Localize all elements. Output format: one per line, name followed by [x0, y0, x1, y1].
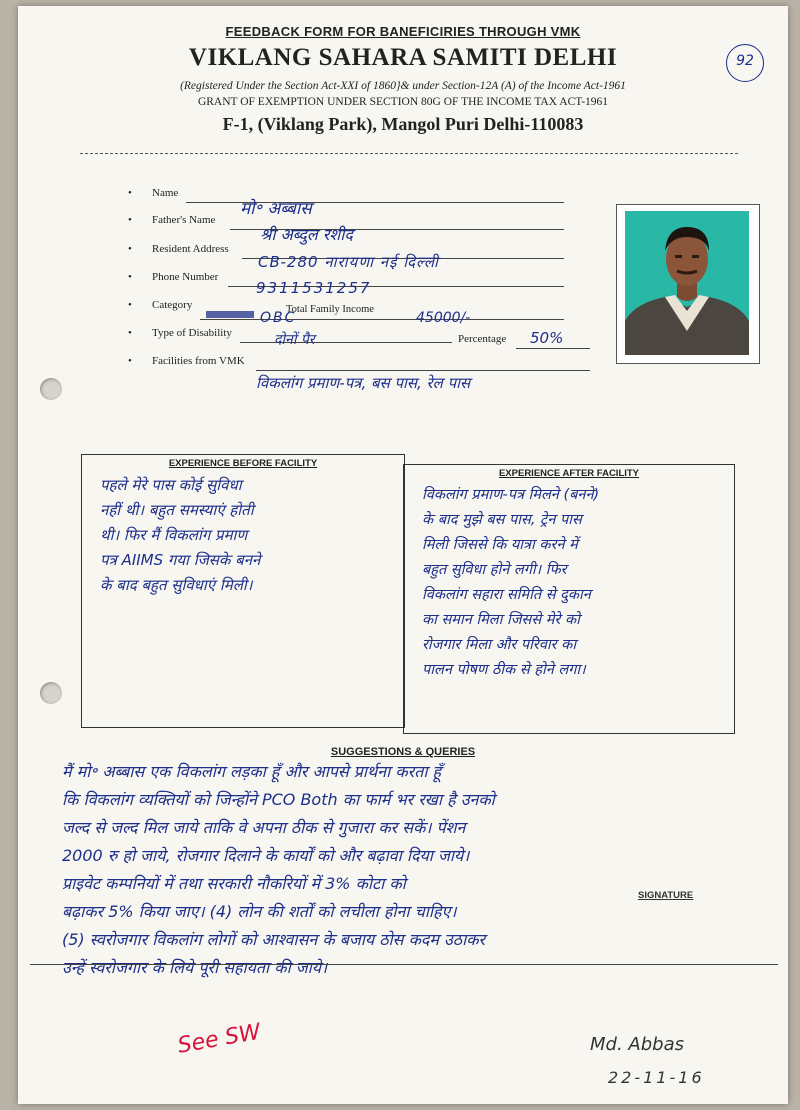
bullet: • [128, 214, 132, 226]
signature-label: SIGNATURE [638, 890, 694, 901]
form-title: FEEDBACK FORM FOR BANEFICIRIES THROUGH VMK [225, 24, 581, 39]
experience-before-title: EXPERIENCE BEFORE FACILITY [168, 458, 318, 469]
percentage-label: Percentage [458, 333, 507, 345]
address-line: F-1, (Viklang Park), Mangol Puri Delhi-110083 [222, 114, 584, 134]
phone-label: Phone Number [152, 271, 219, 283]
date: 22-11-16 [608, 1068, 705, 1087]
disability-value: दोनों पैर [274, 332, 315, 348]
text-line: रोजगार मिला और परिवार का [422, 637, 577, 653]
experience-before-text [100, 473, 260, 598]
text-line: विकलांग सहारा समिति से दुकान [422, 587, 591, 603]
bullet: • [128, 355, 132, 367]
text-line: के बाद मुझे बस पास, ट्रेन पास [422, 512, 582, 528]
text-line: 2000 रु हो जाये, रोजगार दिलाने के कार्यों को और बढ़ावा दिया जाये। [62, 846, 470, 865]
text-line: बहुत सुविधा होने लगी। फिर [422, 562, 567, 578]
header-divider [80, 153, 738, 154]
text-line: का समान मिला जिससे मेरे को [422, 612, 580, 628]
percentage-underline [516, 348, 590, 349]
punch-hole [40, 682, 62, 704]
text-line: मिली जिससे कि यात्रा करने में [422, 537, 578, 553]
photo-frame [616, 204, 760, 364]
bullet: • [128, 187, 132, 199]
income-label: Total Family Income [286, 304, 374, 315]
text-line: पत्र AIIMS गया जिसके बनने [100, 551, 261, 569]
category-underline [200, 319, 564, 320]
category-value: OBC [260, 310, 297, 326]
text-line: के बाद बहुत सुविधाएं मिली। [100, 576, 253, 594]
bullet: • [128, 299, 132, 311]
text-line: पालन पोषण ठीक से होने लगा। [422, 662, 586, 678]
experience-after-box [403, 464, 735, 734]
text-line: प्राइवेट कम्पनियों में तथा सरकारी नौकरियों में 3% कोटा को [62, 874, 406, 893]
facilities-underline [256, 370, 590, 371]
form-sheet [18, 6, 788, 1104]
text-line: (5) स्वरोजगार विकलांग लोगों को आश्वासन के बजाय ठोस कदम उठाकर [62, 930, 486, 949]
signature: Md. Abbas [590, 1034, 684, 1055]
text-line: बढ़ाकर 5% किया जाए। (4) लोन की शर्तों को लचीला होना चाहिए। [62, 902, 457, 921]
address-label: Resident Address [152, 243, 229, 255]
punch-hole [40, 378, 62, 400]
text-line: नहीं थी। बहुत समस्याएं होती [100, 501, 254, 519]
see-note: See SW [175, 1019, 263, 1059]
text-line: कि विकलांग व्यक्तियों को जिन्होंने PCO Both का फार्म भर रखा है उनको [62, 790, 495, 809]
text-line: पहले मेरे पास कोई सुविधा [100, 476, 242, 494]
disability-underline [240, 342, 452, 343]
experience-after-title: EXPERIENCE AFTER FACILITY [498, 468, 640, 479]
disability-label: Type of Disability [152, 327, 232, 339]
father-label: Father's Name [152, 214, 216, 226]
suggestions-divider [30, 964, 778, 965]
phone-value: 9311531257 [256, 279, 372, 297]
beneficiary-photo [625, 211, 749, 355]
income-value: 45000/- [416, 310, 471, 326]
text-line: विकलांग प्रमाण-पत्र मिलने (बनने) [422, 487, 600, 503]
name-value: मो॰ अब्बास [240, 199, 312, 219]
suggestions-text [62, 758, 782, 982]
registration-line: (Registered Under the Section Act-XXI of 1860}& under Section-12A (A) of the Income Act-1961 [180, 80, 626, 92]
facilities-value: विकलांग प्रमाण-पत्र, बस पास, रेल पास [256, 374, 471, 392]
bullet: • [128, 327, 132, 339]
page-number-circle [726, 44, 764, 82]
text-line: थी। फिर मैं विकलांग प्रमाण [100, 526, 248, 544]
suggestions-title: SUGGESTIONS & QUERIES [330, 746, 476, 758]
page-number: 92 [736, 53, 754, 69]
bullet: • [128, 271, 132, 283]
text-line: जल्द से जल्द मिल जाये ताकि वे अपना ठीक से गुजारा कर सकें। पेंशन [62, 818, 466, 837]
name-label: Name [152, 187, 179, 199]
percentage-value: 50% [530, 329, 564, 347]
address-value: CB-280 नारायणा नई दिल्ली [258, 253, 439, 271]
bullet: • [128, 243, 132, 255]
text-line: उन्हें स्वरोजगार के लिये पूरी सहायता की जाये। [62, 958, 328, 977]
experience-after-text [422, 483, 599, 683]
org-name: VIKLANG SAHARA SAMITI DELHI [188, 44, 618, 71]
exemption-line: GRANT OF EXEMPTION UNDER SECTION 80G OF THE INCOME TAX ACT-1961 [197, 96, 609, 108]
scribble-mark [206, 311, 254, 318]
father-value: श्री अब्दुल रशीद [260, 225, 353, 244]
text-line: मैं मो॰ अब्बास एक विकलांग लड़का हूँ और आपसे प्रार्थना करता हूँ [62, 762, 442, 781]
experience-before-box [81, 454, 405, 728]
category-label: Category [152, 299, 193, 311]
facilities-label: Facilities from VMK [152, 355, 245, 367]
